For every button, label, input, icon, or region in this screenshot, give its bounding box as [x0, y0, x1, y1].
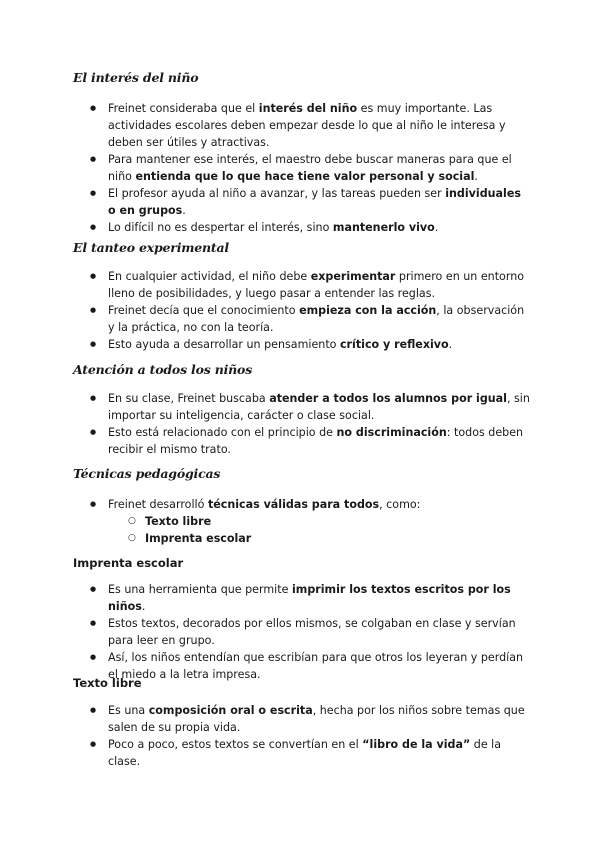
list-item: ● Es una herramienta que permite imprimir los textos escritos por los niños.: [0, 581, 600, 615]
list-item: ● El profesor ayuda al niño a avanzar, y las tareas pueden ser individuales o en grupos.: [0, 185, 600, 219]
sublist-item: ○ Texto libre: [108, 513, 530, 530]
list-atencion: [0, 390, 600, 458]
heading-atencion-todos: Atención a todos los niños: [73, 362, 253, 377]
list-item: ● Poco a poco, estos textos se convertían en el “libro de la vida” de la clase.: [0, 736, 600, 770]
list-item: ● Esto está relacionado con el principio de no discriminación: todos deben recibir el mismo trato.: [0, 424, 600, 458]
heading-texto-libre: Texto libre: [73, 676, 142, 690]
heading-tecnicas: Técnicas pedagógicas: [73, 466, 221, 481]
list-imprenta: [0, 581, 600, 683]
list-item: ● En cualquier actividad, el niño debe experimentar primero en un entorno lleno de posibilidades, y luego pasar a entender las reglas.: [0, 268, 600, 302]
list-tanteo: [0, 268, 600, 353]
list-item: ● Freinet decía que el conocimiento empieza con la acción, la observación y la práctica, no con la teoría.: [0, 302, 600, 336]
list-item: ● Para mantener ese interés, el maestro debe buscar maneras para que el niño entienda que lo que hace tiene valor personal y social.: [0, 151, 600, 185]
list-item: ● En su clase, Freinet buscaba atender a todos los alumnos por igual, sin importar su inteligencia, carácter o clase social.: [0, 390, 600, 424]
list-tecnicas: [0, 496, 600, 547]
heading-interes-del-nino: El interés del niño: [73, 70, 199, 85]
list-item: ● Estos textos, decorados por ellos mismos, se colgaban en clase y servían para leer en grupo.: [0, 615, 600, 649]
list-item: ● Esto ayuda a desarrollar un pensamiento crítico y reflexivo.: [0, 336, 600, 353]
list-item: ● Es una composición oral o escrita, hecha por los niños sobre temas que salen de su propia vida.: [0, 702, 600, 736]
list-item: ● Freinet desarrolló técnicas válidas para todos, como: ○ Texto libre ○ Imprenta escolar: [0, 496, 600, 547]
sublist-item: ○ Imprenta escolar: [108, 530, 530, 547]
heading-tanteo-experimental: El tanteo experimental: [73, 240, 229, 255]
list-item: ● Así, los niños entendían que escribían para que otros los leyeran y perdían el miedo a la letra impresa.: [0, 649, 600, 683]
list-texto-libre: [0, 702, 600, 770]
list-item: ● Freinet consideraba que el interés del niño es muy importante. Las actividades escolares deben empezar desde lo que al niño le interesa y deben ser útiles y atractivas.: [0, 100, 600, 151]
list-item: ● Lo difícil no es despertar el interés, sino mantenerlo vivo.: [0, 219, 600, 236]
heading-imprenta-escolar: Imprenta escolar: [73, 556, 184, 570]
list-interes: [0, 100, 600, 236]
sublist-tecnicas: [108, 513, 530, 547]
